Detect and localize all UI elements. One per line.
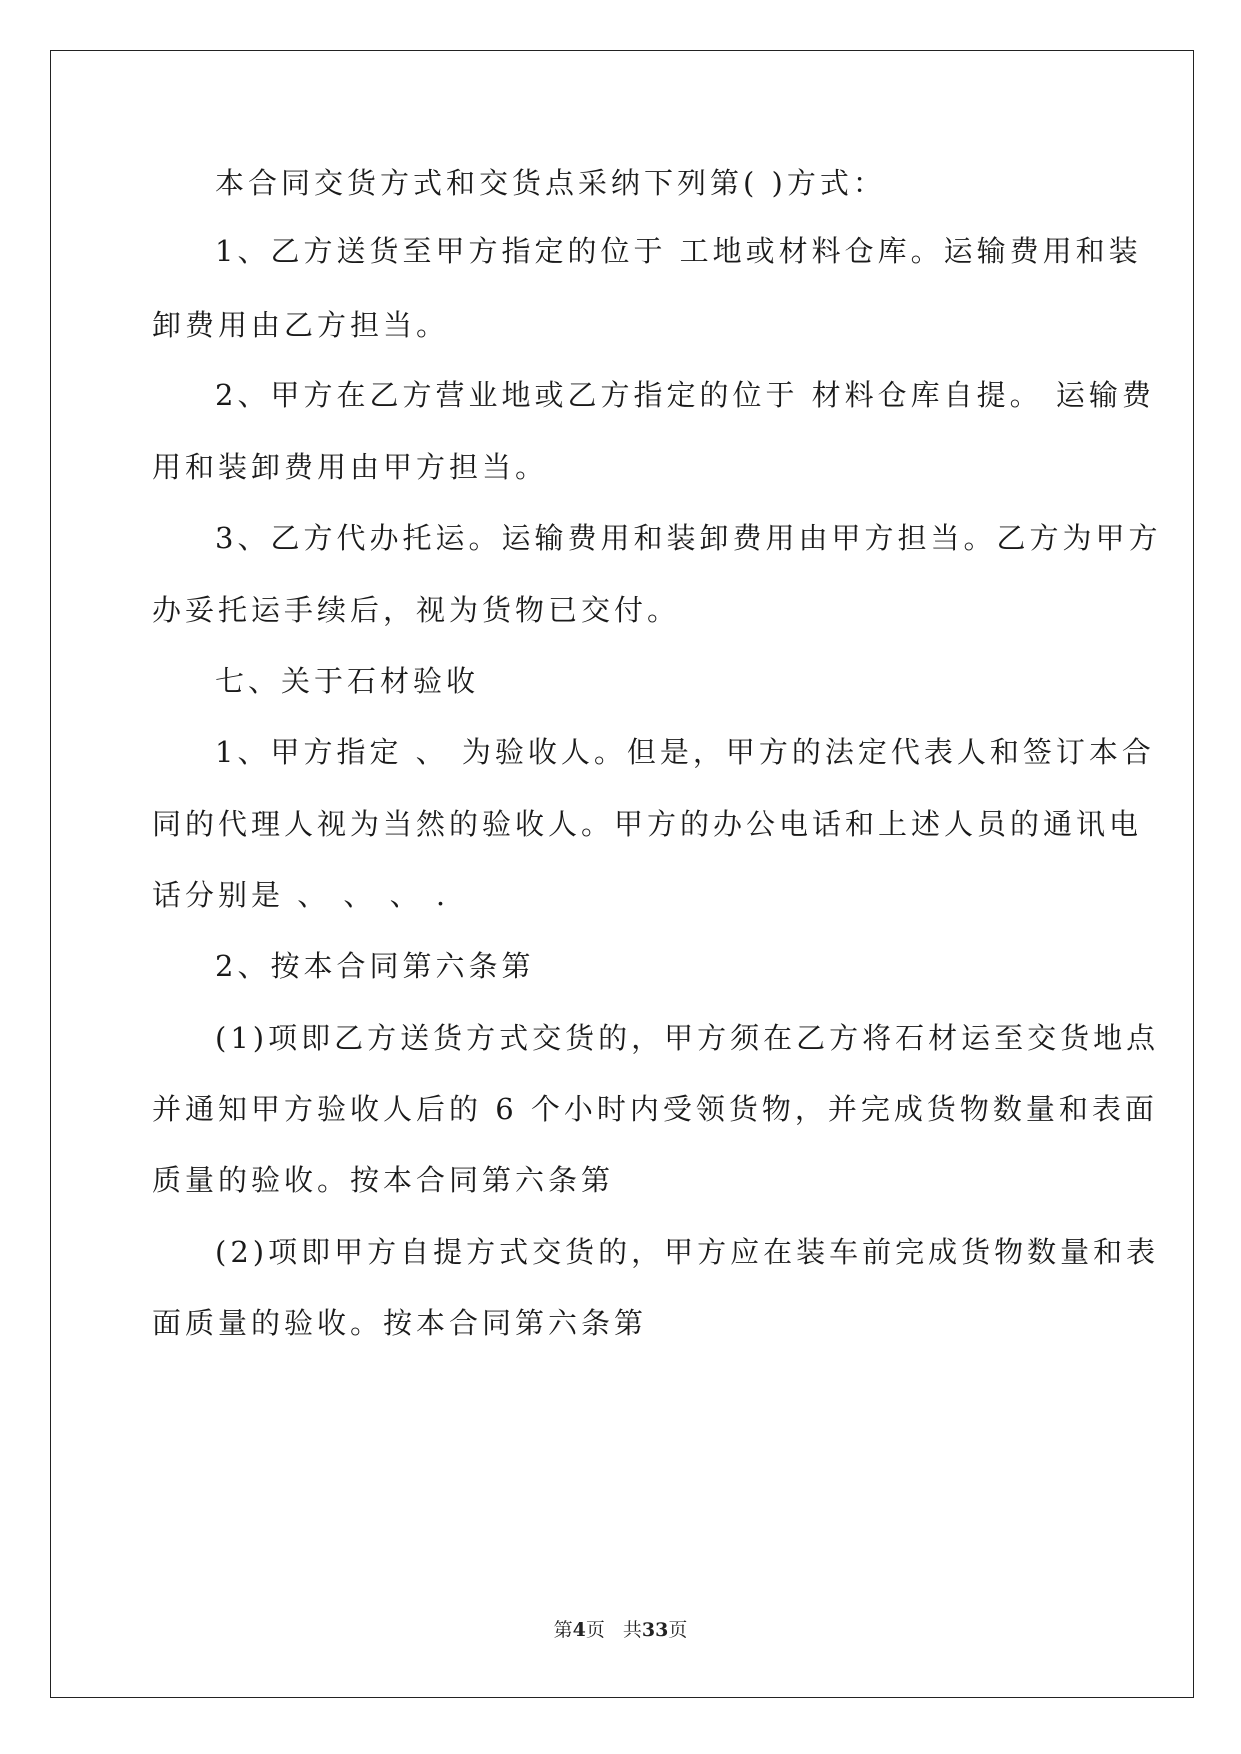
- page-border: [50, 50, 1194, 1698]
- page-footer: [0, 1618, 1241, 1642]
- paragraph-item-a-line-3: 质量的验收。按本合同第六条第: [152, 1163, 615, 1197]
- paragraph-item-1-line-1: 1、乙方送货至甲方指定的位于 工地或材料仓库。运输费用和装: [215, 234, 1142, 268]
- paragraph-item-3-line-1: 3、乙方代办托运。运输费用和装卸费用由甲方担当。乙方为甲方: [215, 521, 1162, 555]
- section-heading-stone-inspection: 七、关于石材验收: [215, 664, 480, 698]
- footer-total-prefix: 共: [622, 1619, 642, 1641]
- paragraph-item-1-line-2: 卸费用由乙方担当。: [152, 308, 450, 342]
- paragraph-item-2-line-2: 用和装卸费用由甲方担当。: [152, 450, 549, 484]
- paragraph-item-2-line-1: 2、甲方在乙方营业地或乙方指定的位于 材料仓库自提。 运输费: [215, 378, 1155, 412]
- paragraph-delivery-method: 本合同交货方式和交货点采纳下列第( )方式：: [215, 166, 886, 200]
- paragraph-inspector-line-2: 同的代理人视为当然的验收人。甲方的办公电话和上述人员的通讯电: [152, 807, 1143, 841]
- footer-page-prefix: 第: [553, 1619, 573, 1641]
- footer-page-suffix: 页: [585, 1619, 605, 1641]
- paragraph-item-a-line-2: 并通知甲方验收人后的 6 个小时内受领货物，并完成货物数量和表面: [152, 1092, 1158, 1126]
- paragraph-clause-6-ref: 2、按本合同第六条第: [215, 949, 535, 983]
- paragraph-inspector-line-1: 1、甲方指定 、 为验收人。但是，甲方的法定代表人和签订本合: [215, 735, 1155, 769]
- footer-total-pages: 33: [641, 1619, 669, 1641]
- paragraph-item-b-line-1: (2)项即甲方自提方式交货的，甲方应在装车前完成货物数量和表: [215, 1235, 1160, 1269]
- paragraph-item-3-line-2: 办妥托运手续后，视为货物已交付。: [152, 593, 681, 627]
- paragraph-inspector-line-3: 话分别是 、 、 、 .: [152, 878, 450, 912]
- paragraph-item-b-line-2: 面质量的验收。按本合同第六条第: [152, 1306, 648, 1340]
- footer-page-number: 4: [572, 1619, 586, 1641]
- footer-total-suffix: 页: [668, 1619, 688, 1641]
- paragraph-item-a-line-1: (1)项即乙方送货方式交货的，甲方须在乙方将石材运至交货地点: [215, 1021, 1160, 1055]
